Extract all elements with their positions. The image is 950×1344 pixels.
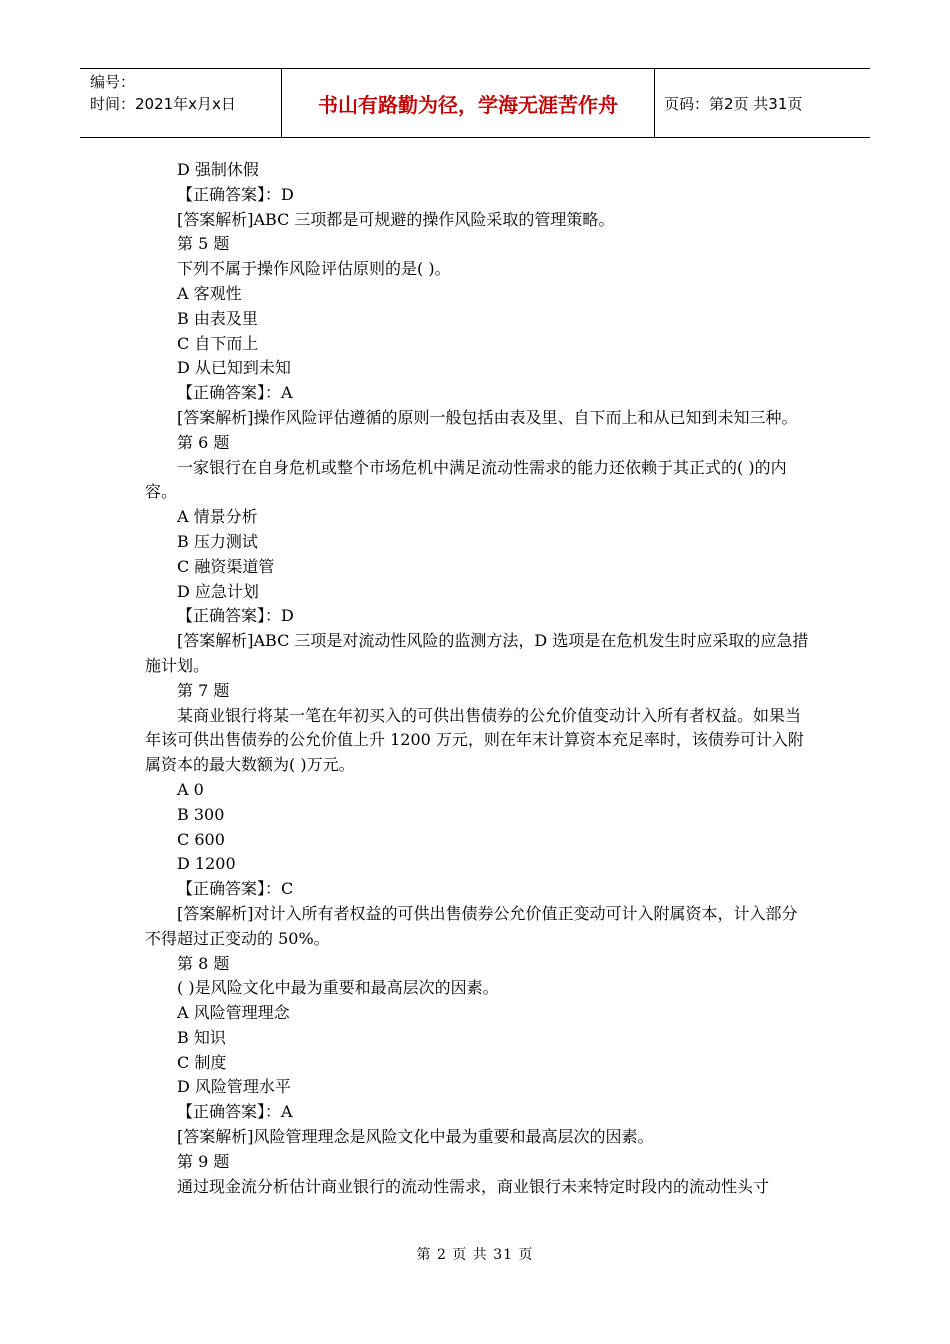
option-line: A 0 [177, 779, 204, 799]
question-number: 第 6 题 [177, 432, 230, 452]
option-line: A 情景分析 [177, 507, 258, 527]
question-number: 第 7 题 [177, 680, 230, 700]
explanation-line: [答案解析]风险管理理念是风险文化中最为重要和最高层次的因素。 [177, 1127, 654, 1147]
header-meta [80, 69, 280, 137]
option-line: D 应急计划 [177, 581, 259, 601]
answer-line: 【正确答案】：C [177, 879, 294, 899]
question-number: 第 9 题 [177, 1151, 230, 1171]
option-line: B 压力测试 [177, 531, 258, 551]
option-line: D 1200 [177, 854, 236, 874]
document-body [145, 158, 810, 1199]
question-number: 第 5 题 [177, 234, 230, 254]
option-line: B 由表及里 [177, 308, 258, 328]
page-header [80, 68, 870, 138]
page-footer: 第 2 页 共 31 页 [416, 1247, 534, 1263]
option-line: A 风险管理理念 [177, 1003, 290, 1023]
time-label: 时间：2021年x月x日 [90, 95, 236, 113]
option-line: B 300 [177, 804, 225, 824]
explanation-line: [答案解析]操作风险评估遵循的原则一般包括由表及里、自下而上和从已知到未知三种。 [177, 407, 798, 427]
explanation-line: [答案解析]对计入所有者权益的可供出售债券公允价值正变动可计入附属资本，计入部分不得超过正变动的 50%。 [145, 903, 798, 948]
question-text: 通过现金流分析估计商业银行的流动性需求，商业银行未来特定时段内的流动性头寸 [177, 1176, 770, 1196]
header-divider [654, 69, 655, 137]
option-line: C 制度 [177, 1052, 227, 1072]
option-line: C 600 [177, 829, 225, 849]
option-line: A 客观性 [177, 283, 242, 303]
option-line: D 从已知到未知 [177, 358, 291, 378]
question-number: 第 8 题 [177, 953, 230, 973]
question-text: 下列不属于操作风险评估原则的是( )。 [177, 259, 451, 279]
option-line: D 风险管理水平 [177, 1077, 291, 1097]
option-line: B 知识 [177, 1027, 226, 1047]
answer-line: 【正确答案】：A [177, 1102, 293, 1122]
option-line: C 自下而上 [177, 333, 259, 353]
question-text: 一家银行在自身危机或整个市场危机中满足流动性需求的能力还依赖于其正式的( )的内容。 [145, 457, 787, 502]
header-motto: 书山有路勤为径，学海无涯苦作舟 [318, 92, 618, 117]
explanation-line: [答案解析]ABC 三项都是可规避的操作风险采取的管理策略。 [177, 209, 615, 229]
explanation-line: [答案解析]ABC 三项是对流动性风险的监测方法，D 选项是在危机发生时应采取的应急措施计划。 [145, 631, 809, 675]
option-line: C 融资渠道管 [177, 556, 275, 576]
question-text: 某商业银行将某一笔在年初买入的可供出售债券的公允价值变动计入所有者权益。如果当年该可供出售债券的公允价值上升 1200 万元，则在年末计算资本充足率时，该债券可计入附属资本的最大数额为( )万元。 [145, 705, 804, 775]
number-label: 编号： [90, 73, 136, 91]
header-page-info: 页码：第2页 共31页 [664, 94, 803, 113]
question-text: ( )是风险文化中最为重要和最高层次的因素。 [177, 978, 499, 998]
answer-line: 【正确答案】：A [177, 383, 293, 403]
answer-line: 【正确答案】：D [177, 606, 294, 626]
answer-line: 【正确答案】：D [177, 184, 294, 204]
option-line: D 强制休假 [177, 160, 259, 179]
